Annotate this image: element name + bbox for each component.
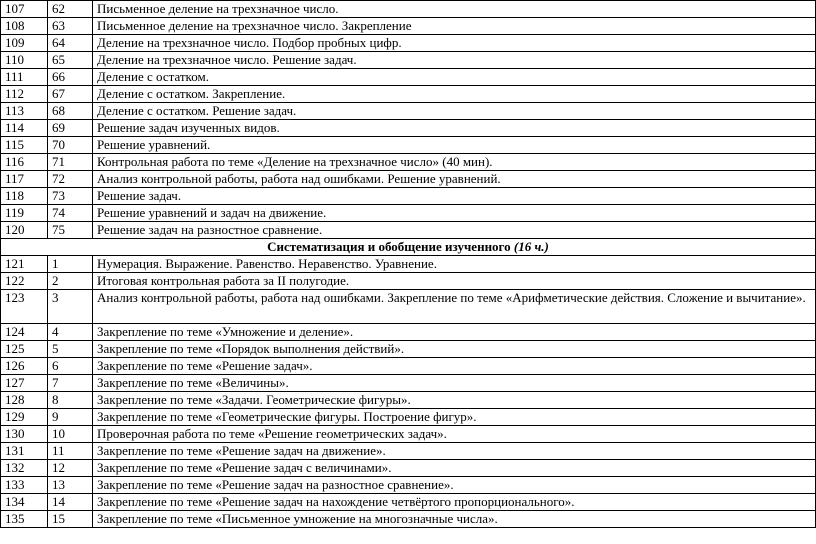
topic-lesson-number-cell: 3 xyxy=(48,290,93,324)
topic-lesson-number-cell: 71 xyxy=(48,154,93,171)
topic-lesson-number-cell: 14 xyxy=(48,494,93,511)
lesson-number-cell: 122 xyxy=(1,273,48,290)
lesson-number-cell: 114 xyxy=(1,120,48,137)
lesson-number-cell: 109 xyxy=(1,35,48,52)
lesson-number-cell: 128 xyxy=(1,392,48,409)
topic-lesson-number-cell: 5 xyxy=(48,341,93,358)
lesson-number-cell: 112 xyxy=(1,86,48,103)
topic-lesson-number-cell: 66 xyxy=(48,69,93,86)
lesson-topic-cell: Деление с остатком. Закрепление. xyxy=(93,86,816,103)
table-row xyxy=(1,341,816,358)
table-row xyxy=(1,52,816,69)
lesson-topic-cell: Анализ контрольной работы, работа над ошибками. Закрепление по теме «Арифметические действия. Сложение и вычитание». xyxy=(93,290,816,324)
table-row xyxy=(1,205,816,222)
lesson-topic-cell: Закрепление по теме «Умножение и деление». xyxy=(93,324,816,341)
lesson-topic-cell: Закрепление по теме «Письменное умножение на многозначные числа». xyxy=(93,511,816,528)
table-row xyxy=(1,273,816,290)
table-row xyxy=(1,443,816,460)
table-row xyxy=(1,69,816,86)
lesson-number-cell: 115 xyxy=(1,137,48,154)
section-header-group xyxy=(1,239,816,256)
table-row xyxy=(1,358,816,375)
table-row xyxy=(1,426,816,443)
table-row xyxy=(1,511,816,528)
topic-lesson-number-cell: 75 xyxy=(48,222,93,239)
lesson-topic-cell: Решение задач изученных видов. xyxy=(93,120,816,137)
section-header-cell xyxy=(1,239,816,256)
table-row xyxy=(1,494,816,511)
topic-lesson-number-cell: 68 xyxy=(48,103,93,120)
lesson-topic-cell: Деление с остатком. Решение задач. xyxy=(93,103,816,120)
lesson-topic-cell: Нумерация. Выражение. Равенство. Неравенство. Уравнение. xyxy=(93,256,816,273)
lesson-topic-cell: Закрепление по теме «Порядок выполнения действий». xyxy=(93,341,816,358)
table-row xyxy=(1,460,816,477)
table-row xyxy=(1,1,816,18)
lesson-number-cell: 111 xyxy=(1,69,48,86)
lesson-topic-cell: Деление на трехзначное число. Подбор пробных цифр. xyxy=(93,35,816,52)
lesson-number-cell: 118 xyxy=(1,188,48,205)
lesson-topic-cell: Проверочная работа по теме «Решение геометрических задач». xyxy=(93,426,816,443)
lesson-topic-cell: Письменное деление на трехзначное число. xyxy=(93,1,816,18)
topic-lesson-number-cell: 12 xyxy=(48,460,93,477)
table-row xyxy=(1,154,816,171)
topic-lesson-number-cell: 67 xyxy=(48,86,93,103)
table-row xyxy=(1,222,816,239)
topic-lesson-number-cell: 7 xyxy=(48,375,93,392)
lesson-number-cell: 108 xyxy=(1,18,48,35)
topic-lesson-number-cell: 70 xyxy=(48,137,93,154)
topic-lesson-number-cell: 8 xyxy=(48,392,93,409)
lesson-number-cell: 110 xyxy=(1,52,48,69)
lesson-topic-cell: Закрепление по теме «Решение задач». xyxy=(93,358,816,375)
table-row xyxy=(1,256,816,273)
lesson-number-cell: 132 xyxy=(1,460,48,477)
table-row xyxy=(1,120,816,137)
table-row xyxy=(1,171,816,188)
table-row xyxy=(1,18,816,35)
table-row xyxy=(1,137,816,154)
topic-lesson-number-cell: 6 xyxy=(48,358,93,375)
lesson-number-cell: 117 xyxy=(1,171,48,188)
lesson-topic-cell: Итоговая контрольная работа за II полугодие. xyxy=(93,273,816,290)
topic-lesson-number-cell: 69 xyxy=(48,120,93,137)
lesson-topic-cell: Решение задач. xyxy=(93,188,816,205)
lesson-topic-cell: Анализ контрольной работы, работа над ошибками. Решение уравнений. xyxy=(93,171,816,188)
lesson-topic-cell: Закрепление по теме «Геометрические фигуры. Построение фигур». xyxy=(93,409,816,426)
table-row xyxy=(1,290,816,324)
table-row xyxy=(1,103,816,120)
topic-lesson-number-cell: 63 xyxy=(48,18,93,35)
lesson-number-cell: 121 xyxy=(1,256,48,273)
lesson-topic-cell: Решение уравнений. xyxy=(93,137,816,154)
topic-lesson-number-cell: 62 xyxy=(48,1,93,18)
topic-lesson-number-cell: 4 xyxy=(48,324,93,341)
table-row xyxy=(1,477,816,494)
topic-lesson-number-cell: 74 xyxy=(48,205,93,222)
topic-lesson-number-cell: 10 xyxy=(48,426,93,443)
lesson-number-cell: 129 xyxy=(1,409,48,426)
section-hours: (16 ч.) xyxy=(513,239,549,254)
lesson-topic-cell: Закрепление по теме «Решение задач на разностное сравнение». xyxy=(93,477,816,494)
lesson-number-cell: 120 xyxy=(1,222,48,239)
lesson-number-cell: 125 xyxy=(1,341,48,358)
lesson-topic-cell: Письменное деление на трехзначное число. Закрепление xyxy=(93,18,816,35)
rows-before-section xyxy=(1,1,816,239)
topic-lesson-number-cell: 1 xyxy=(48,256,93,273)
table-row xyxy=(1,375,816,392)
rows-after-section xyxy=(1,256,816,528)
lesson-topic-cell: Закрепление по теме «Решение задач на нахождение четвёртого пропорционального». xyxy=(93,494,816,511)
lesson-number-cell: 107 xyxy=(1,1,48,18)
table-row xyxy=(1,188,816,205)
lesson-number-cell: 131 xyxy=(1,443,48,460)
lesson-topic-cell: Решение уравнений и задач на движение. xyxy=(93,205,816,222)
lesson-topic-cell: Закрепление по теме «Величины». xyxy=(93,375,816,392)
lesson-number-cell: 113 xyxy=(1,103,48,120)
lesson-topic-cell: Закрепление по теме «Задачи. Геометрические фигуры». xyxy=(93,392,816,409)
lesson-number-cell: 116 xyxy=(1,154,48,171)
lesson-topic-cell: Закрепление по теме «Решение задач на движение». xyxy=(93,443,816,460)
table-row xyxy=(1,409,816,426)
section-header-row xyxy=(1,239,816,256)
lesson-number-cell: 134 xyxy=(1,494,48,511)
topic-lesson-number-cell: 65 xyxy=(48,52,93,69)
topic-lesson-number-cell: 72 xyxy=(48,171,93,188)
topic-lesson-number-cell: 73 xyxy=(48,188,93,205)
table-row xyxy=(1,392,816,409)
section-title: Систематизация и обобщение изученного xyxy=(267,239,514,254)
topic-lesson-number-cell: 9 xyxy=(48,409,93,426)
table-row xyxy=(1,35,816,52)
lesson-number-cell: 124 xyxy=(1,324,48,341)
topic-lesson-number-cell: 64 xyxy=(48,35,93,52)
lesson-number-cell: 127 xyxy=(1,375,48,392)
lesson-topic-cell: Решение задач на разностное сравнение. xyxy=(93,222,816,239)
lesson-topic-cell: Деление с остатком. xyxy=(93,69,816,86)
lesson-topic-cell: Закрепление по теме «Решение задач с величинами». xyxy=(93,460,816,477)
table-row xyxy=(1,324,816,341)
topic-lesson-number-cell: 13 xyxy=(48,477,93,494)
lesson-number-cell: 126 xyxy=(1,358,48,375)
lesson-number-cell: 133 xyxy=(1,477,48,494)
topic-lesson-number-cell: 2 xyxy=(48,273,93,290)
lesson-number-cell: 119 xyxy=(1,205,48,222)
topic-lesson-number-cell: 11 xyxy=(48,443,93,460)
lesson-number-cell: 130 xyxy=(1,426,48,443)
lesson-number-cell: 123 xyxy=(1,290,48,324)
lesson-topic-cell: Деление на трехзначное число. Решение задач. xyxy=(93,52,816,69)
lesson-topic-cell: Контрольная работа по теме «Деление на трехзначное число» (40 мин). xyxy=(93,154,816,171)
topic-lesson-number-cell: 15 xyxy=(48,511,93,528)
lesson-number-cell: 135 xyxy=(1,511,48,528)
table-row xyxy=(1,86,816,103)
